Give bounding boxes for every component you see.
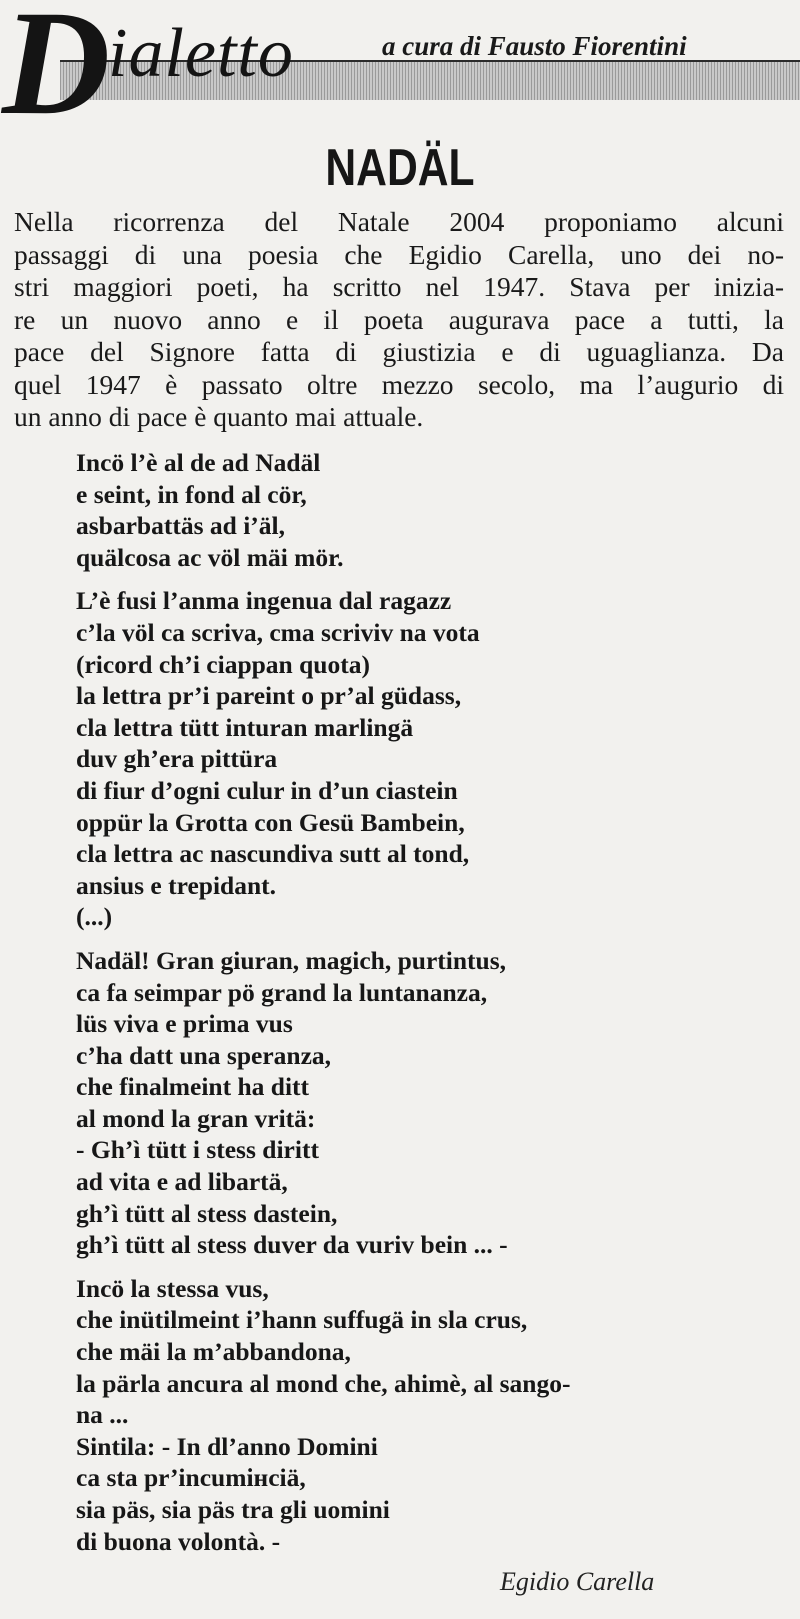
poem-verse: di buona volontà. - [76,1526,281,1556]
poem-verse: che finalmeint ha ditt [76,1072,310,1102]
column-header [0,0,800,146]
poem-verse: di fiur d’ogni culur in d’un ciastein [76,775,458,805]
poem-author-signature: Egidio Carella [500,1567,655,1596]
poem-verse: L’è fusi l’anma ingenua dal ragazz [76,586,452,616]
poem-verse: na ... [76,1400,129,1430]
poem-verse: sia päs, sia päs tra gli uomini [76,1495,390,1524]
intro-line: quel 1947 è passato oltre mezzo secolo, ma l’augurio di [14,368,784,400]
poem-verse: la lettra pr’i pareint o pr’al güdass, [76,681,462,711]
intro-line: passaggi di una poesia che Egidio Carella, uno dei no- [14,238,784,270]
header-curator: a cura di Fausto Fiorentini [382,31,687,61]
intro-line: stri maggiori poeti, ha scritto nel 1947. Stava per inizia- [14,271,784,302]
poem-verse: oppür la Grotta con Gesü Bambein, [76,807,465,837]
poem-verse: (ricord ch’i ciappan quota) [76,649,370,679]
poem-verse: Sintila: - In dl’anno Domini [76,1431,378,1461]
poem-stanza [76,945,776,1261]
poem-stanza [76,585,776,933]
poem-verse: quälcosa ac völ mäi mör. [76,542,344,572]
poem-verse: e seint, in fond al cör, [76,479,307,509]
poem-verse: ad vita e ad libartä, [76,1167,288,1197]
header-word: ialetto [108,15,294,92]
intro-line: un anno di pace è quanto mai attuale. [14,401,424,432]
poem-verse: gh’ì tütt al stess duver da vuriv bein ... - [76,1230,508,1260]
intro-line: pace del Signore fatta di giustizia e di uguaglianza. Da [14,336,784,367]
poem-verse: c’la völ ca scriva, cma scriviv na vota [76,617,480,647]
intro-line: Nella ricorrenza del Natale 2004 proponiamo alcuni [14,206,784,237]
poem-verse: c’ha datt una speranza, [76,1040,332,1070]
poem-verse: ca sta pr’incumінciä, [76,1463,306,1493]
poem-stanza [76,447,776,573]
poem-stanza [76,1273,776,1557]
poem-verse: lüs viva e prima vus [76,1009,293,1039]
poem-verse: gh’ì tütt al stess dastein, [76,1198,338,1228]
header-initial: D [2,0,109,146]
poem-verse: che inütilmeint i’hann suffugä in sla crus, [76,1305,528,1335]
poem [76,447,776,1569]
poem-verse: Incö la stessa vus, [76,1273,269,1303]
poem-verse: (...) [76,902,113,932]
poem-verse: cla lettra ac nascundiva sutt al tond, [76,839,470,869]
poem-verse: la pärla ancura al mond che, ahimè, al sango- [76,1368,571,1398]
poem-verse: Nadäl! Gran giuran, magich, purtintus, [76,945,507,975]
poem-verse: - Gh’ì tütt i stess diritt [76,1135,319,1165]
poem-verse: ansius e trepidant. [76,870,277,900]
poem-verse: al mond la gran vritä: [76,1103,316,1133]
article-title [0,138,800,198]
poem-verse: che mäi la m’abbandona, [76,1337,351,1367]
poem-verse: asbarbattäs ad i’äl, [76,511,285,541]
poem-verse: duv gh’era pittüra [76,744,278,774]
intro-line: re un nuovo anno e il poeta augurava pace a tutti, la [14,303,784,335]
article-title-text: NADÄL [325,139,475,197]
poem-verse: cla lettra tütt inturan marlingä [76,712,414,742]
intro-paragraph [14,206,784,434]
poem-verse: Incö l’è al de ad Nadäl [76,448,321,477]
poem-verse: ca fa seimpar pö grand la luntananza, [76,977,488,1007]
